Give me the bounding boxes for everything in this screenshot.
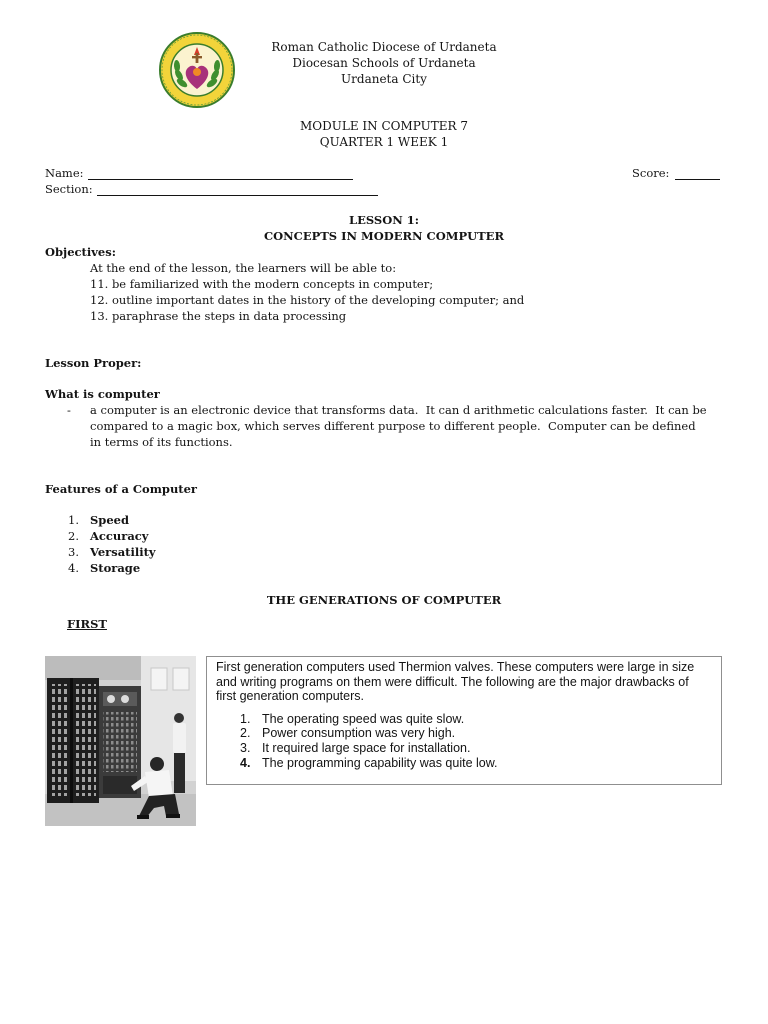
- score-label: Score:: [632, 166, 670, 180]
- feature-label: Speed: [90, 513, 130, 527]
- objective-item: 13. paraphrase the steps in data processing: [90, 309, 347, 323]
- feature-label: Versatility: [90, 545, 156, 559]
- diocese-name: Roman Catholic Diocese of Urdaneta: [271, 40, 497, 54]
- box-paragraph-line: first generation computers.: [216, 689, 364, 703]
- section-label: Section:: [45, 182, 93, 196]
- drawback-number: 3.: [240, 741, 251, 755]
- drawback-text: Power consumption was very high.: [262, 726, 456, 740]
- drawback-text: The operating speed was quite slow.: [262, 712, 465, 726]
- drawback-number: 4.: [240, 756, 251, 770]
- lesson-proper-heading: Lesson Proper:: [45, 356, 142, 370]
- city-name: Urdaneta City: [341, 72, 427, 86]
- feature-label: Storage: [90, 561, 141, 575]
- name-blank-line: [88, 167, 353, 180]
- section-blank-line: [97, 183, 378, 196]
- drawback-number: 1.: [240, 712, 251, 726]
- school-name: Diocesan Schools of Urdaneta: [292, 56, 476, 70]
- features-heading: Features of a Computer: [45, 482, 197, 496]
- objectives-intro: At the end of the lesson, the learners will be able to:: [90, 261, 397, 275]
- feature-label: Accuracy: [90, 529, 149, 543]
- feature-number: 3.: [68, 545, 79, 559]
- definition-bullet: -: [67, 403, 71, 417]
- feature-number: 1.: [68, 513, 79, 527]
- module-title: MODULE IN COMPUTER 7: [300, 119, 468, 133]
- lesson-title: CONCEPTS IN MODERN COMPUTER: [263, 229, 505, 243]
- first-generation-computer-photo: [45, 656, 196, 826]
- first-generation-heading: FIRST: [67, 617, 107, 631]
- generations-heading: THE GENERATIONS OF COMPUTER: [266, 593, 502, 607]
- objectives-heading: Objectives:: [45, 245, 116, 259]
- drawback-text: It required large space for installation.: [262, 741, 471, 755]
- drawback-text: The programming capability was quite low.: [262, 756, 498, 770]
- box-paragraph-line: First generation computers used Thermion valves. These computers were large in size: [216, 660, 695, 674]
- what-is-computer-heading: What is computer: [45, 387, 160, 401]
- lesson-number: LESSON 1:: [349, 213, 419, 227]
- definition-line: in terms of its functions.: [90, 435, 233, 449]
- box-paragraph-line: and writing programs on them were difficult. The following are the major drawbacks of: [216, 675, 689, 689]
- name-label: Name:: [45, 166, 84, 180]
- objective-item: 12. outline important dates in the history of the developing computer; and: [90, 293, 525, 307]
- feature-number: 2.: [68, 529, 79, 543]
- feature-number: 4.: [68, 561, 79, 575]
- quarter-week: QUARTER 1 WEEK 1: [319, 135, 449, 149]
- drawback-number: 2.: [240, 726, 251, 740]
- score-blank-line: [675, 167, 720, 180]
- objective-item: 11. be familiarized with the modern concepts in computer;: [90, 277, 434, 291]
- definition-line: compared to a magic box, which serves different purpose to different people. Computer can be defined: [90, 419, 696, 433]
- definition-line: a computer is an electronic device that transforms data. It can d arithmetic calculations faster. It can be: [90, 403, 707, 417]
